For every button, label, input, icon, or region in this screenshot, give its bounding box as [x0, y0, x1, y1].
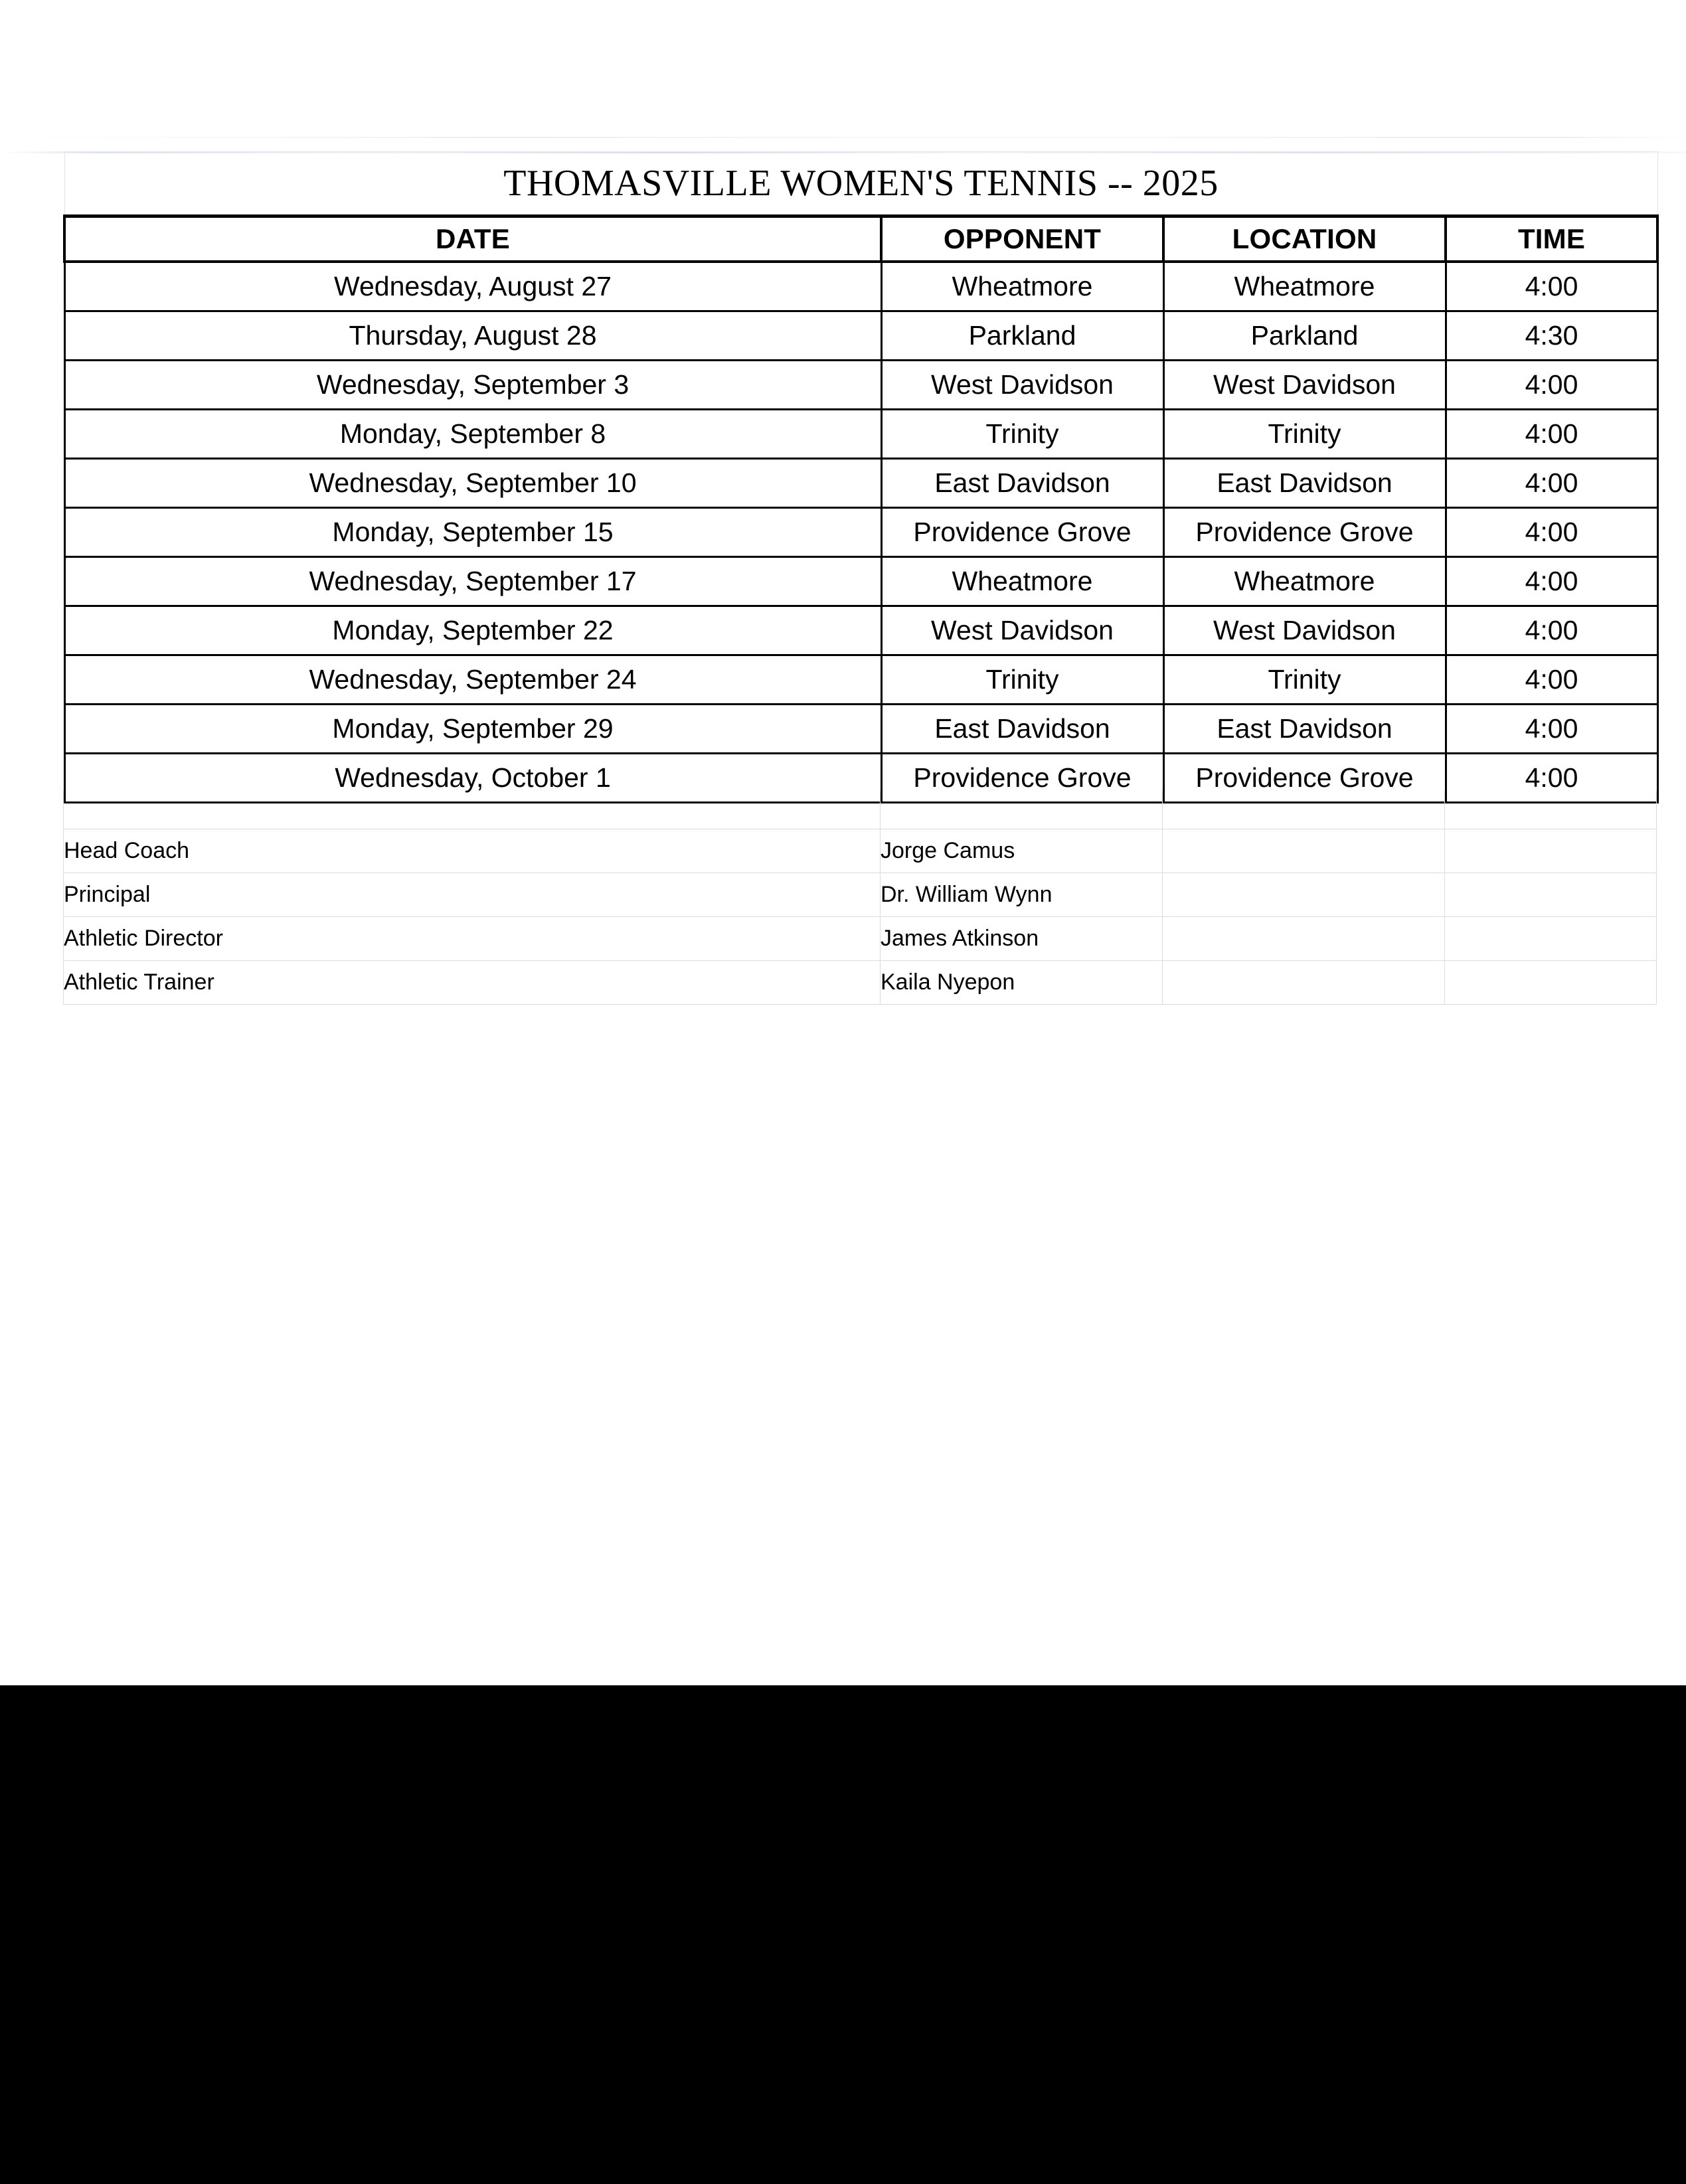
staff-role-label: Athletic Director: [64, 917, 881, 961]
spacer-cell: [64, 791, 881, 829]
schedule-time-cell: 4:00: [1446, 705, 1657, 754]
staff-name-value: James Atkinson: [881, 917, 1163, 961]
table-row: [64, 410, 1657, 459]
schedule-opponent-cell: Wheatmore: [881, 262, 1163, 311]
schedule-date-cell: Monday, September 22: [64, 606, 881, 655]
staff-table: [63, 791, 1657, 1005]
schedule-date-cell: Wednesday, October 1: [64, 754, 881, 803]
schedule-time-cell: 4:00: [1446, 361, 1657, 410]
schedule-time-cell: 4:30: [1446, 311, 1657, 361]
schedule-opponent-cell: Trinity: [881, 655, 1163, 705]
staff-empty-cell: [1445, 829, 1657, 873]
schedule-date-cell: Wednesday, September 24: [64, 655, 881, 705]
schedule-time-cell: 4:00: [1446, 754, 1657, 803]
schedule-location-cell: Providence Grove: [1163, 754, 1446, 803]
staff-empty-cell: [1163, 873, 1445, 917]
schedule-date-cell: Wednesday, September 10: [64, 459, 881, 508]
table-row: [64, 361, 1657, 410]
table-row: [64, 606, 1657, 655]
scan-artifact-line: [0, 137, 1686, 138]
staff-empty-cell: [1163, 829, 1445, 873]
schedule-opponent-cell: Providence Grove: [881, 508, 1163, 557]
schedule-location-cell: Wheatmore: [1163, 557, 1446, 606]
schedule-date-cell: Monday, September 15: [64, 508, 881, 557]
schedule-date-cell: Monday, September 29: [64, 705, 881, 754]
staff-role-label: Athletic Trainer: [64, 961, 881, 1005]
schedule-date-cell: Monday, September 8: [64, 410, 881, 459]
staff-spacer-row: [64, 791, 1657, 829]
staff-row: [64, 873, 1657, 917]
staff-row: [64, 829, 1657, 873]
schedule-time-cell: 4:00: [1446, 508, 1657, 557]
table-row: [64, 655, 1657, 705]
column-header-time: TIME: [1446, 216, 1657, 262]
table-row: [64, 705, 1657, 754]
schedule-time-cell: 4:00: [1446, 606, 1657, 655]
staff-row: [64, 917, 1657, 961]
schedule-location-cell: Providence Grove: [1163, 508, 1446, 557]
column-header-opponent: OPPONENT: [881, 216, 1163, 262]
schedule-table: [63, 151, 1659, 803]
schedule-location-cell: Wheatmore: [1163, 262, 1446, 311]
schedule-time-cell: 4:00: [1446, 557, 1657, 606]
spacer-cell: [1163, 791, 1445, 829]
schedule-location-cell: Trinity: [1163, 410, 1446, 459]
schedule-opponent-cell: Parkland: [881, 311, 1163, 361]
staff-name-value: Jorge Camus: [881, 829, 1163, 873]
spacer-cell: [881, 791, 1163, 829]
staff-empty-cell: [1445, 961, 1657, 1005]
schedule-date-cell: Thursday, August 28: [64, 311, 881, 361]
column-header-location: LOCATION: [1163, 216, 1446, 262]
column-header-date: DATE: [64, 216, 881, 262]
schedule-date-cell: Wednesday, August 27: [64, 262, 881, 311]
schedule-opponent-cell: Providence Grove: [881, 754, 1163, 803]
schedule-location-cell: East Davidson: [1163, 705, 1446, 754]
schedule-time-cell: 4:00: [1446, 262, 1657, 311]
staff-empty-cell: [1445, 873, 1657, 917]
table-row: [64, 459, 1657, 508]
schedule-time-cell: 4:00: [1446, 410, 1657, 459]
table-header-row: [64, 216, 1657, 262]
schedule-location-cell: West Davidson: [1163, 606, 1446, 655]
schedule-location-cell: Parkland: [1163, 311, 1446, 361]
schedule-opponent-cell: East Davidson: [881, 705, 1163, 754]
schedule-location-cell: East Davidson: [1163, 459, 1446, 508]
schedule-location-cell: West Davidson: [1163, 361, 1446, 410]
staff-empty-cell: [1163, 961, 1445, 1005]
schedule-opponent-cell: West Davidson: [881, 361, 1163, 410]
schedule-location-cell: Trinity: [1163, 655, 1446, 705]
schedule-opponent-cell: Wheatmore: [881, 557, 1163, 606]
spacer-cell: [1445, 791, 1657, 829]
table-row: [64, 508, 1657, 557]
schedule-opponent-cell: West Davidson: [881, 606, 1163, 655]
staff-role-label: Principal: [64, 873, 881, 917]
staff-role-label: Head Coach: [64, 829, 881, 873]
staff-name-value: Kaila Nyepon: [881, 961, 1163, 1005]
staff-empty-cell: [1445, 917, 1657, 961]
staff-row: [64, 961, 1657, 1005]
schedule-date-cell: Wednesday, September 3: [64, 361, 881, 410]
table-title-row: [64, 152, 1657, 216]
schedule-opponent-cell: Trinity: [881, 410, 1163, 459]
table-row: [64, 262, 1657, 311]
table-row: [64, 557, 1657, 606]
staff-name-value: Dr. William Wynn: [881, 873, 1163, 917]
schedule-time-cell: 4:00: [1446, 459, 1657, 508]
table-row: [64, 311, 1657, 361]
scan-black-border: [0, 1685, 1686, 2184]
schedule-date-cell: Wednesday, September 17: [64, 557, 881, 606]
schedule-opponent-cell: East Davidson: [881, 459, 1163, 508]
schedule-time-cell: 4:00: [1446, 655, 1657, 705]
staff-empty-cell: [1163, 917, 1445, 961]
page-title: THOMASVILLE WOMEN'S TENNIS -- 2025: [64, 152, 1657, 216]
